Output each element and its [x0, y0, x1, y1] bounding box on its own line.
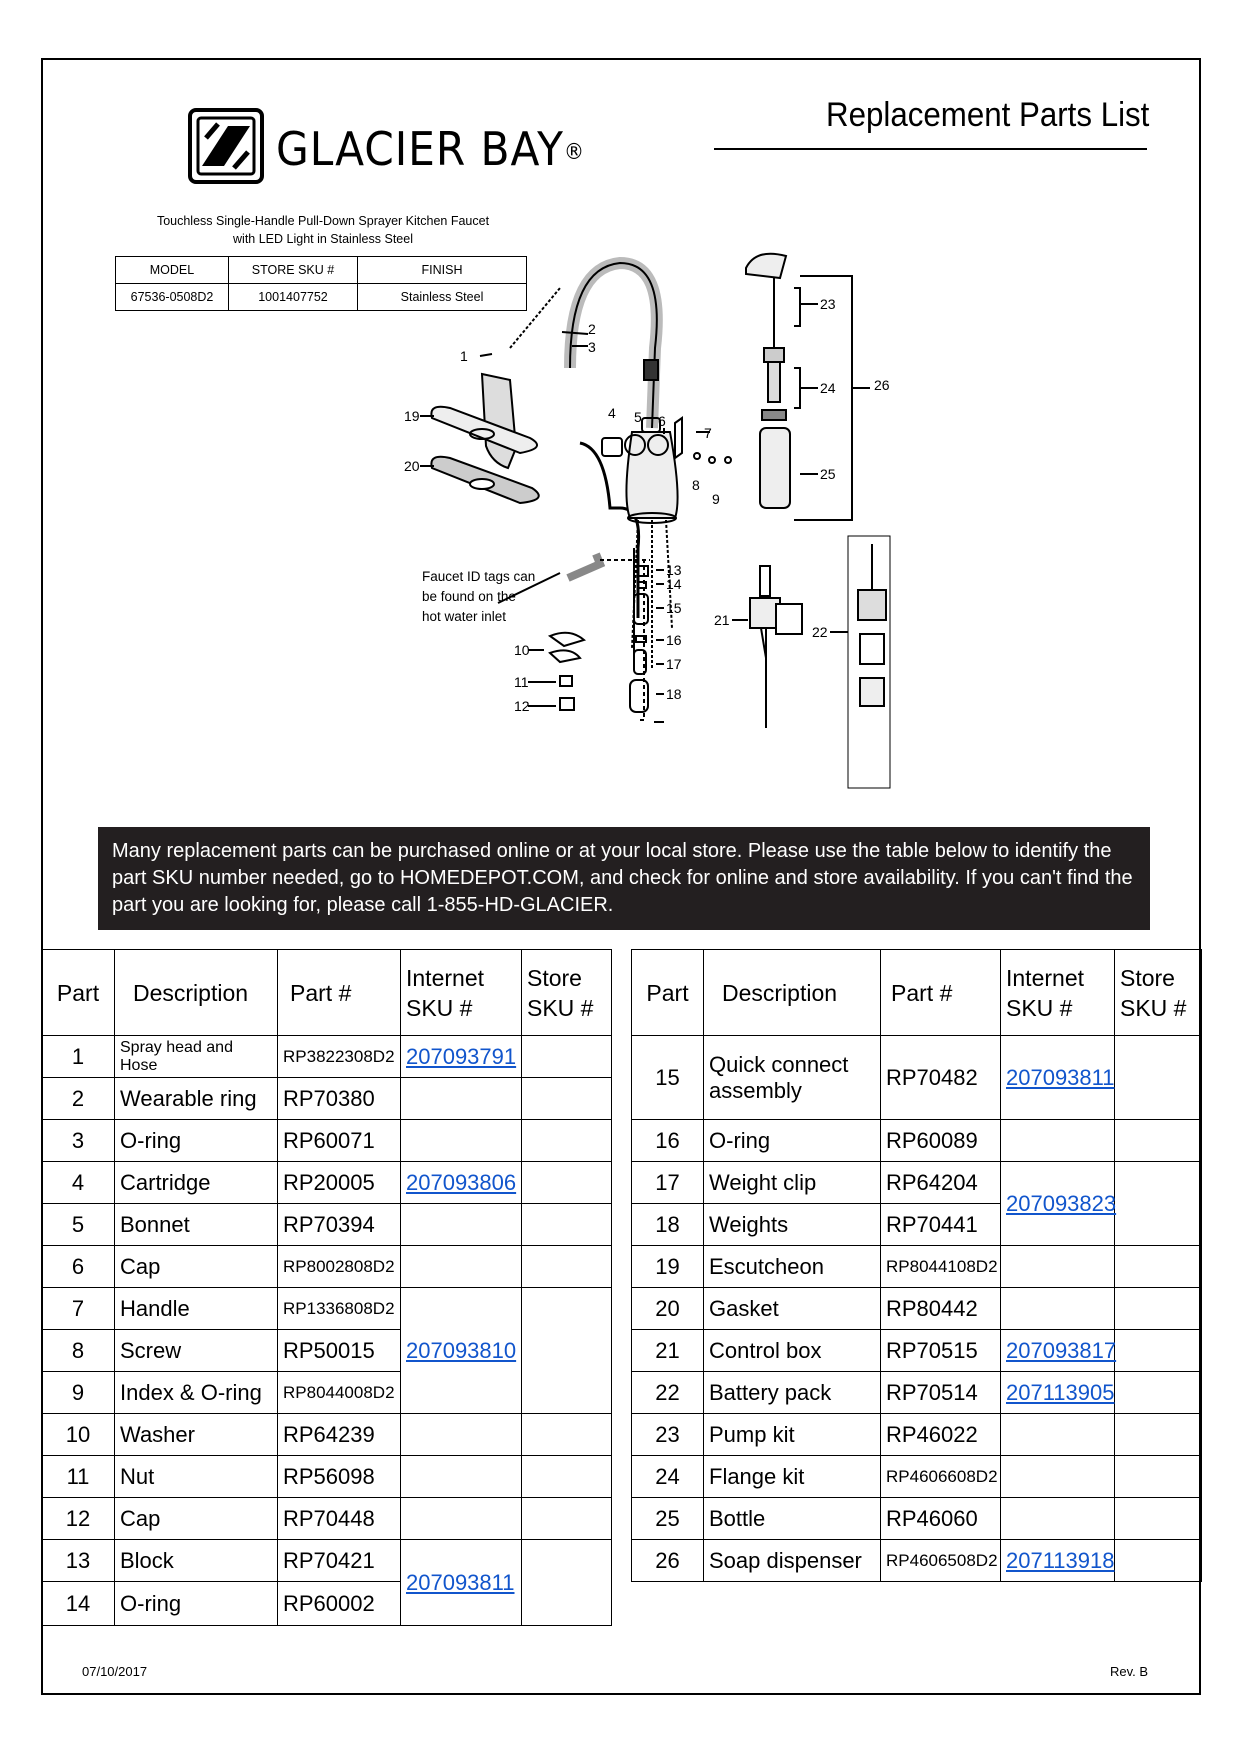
model-header: MODEL — [116, 257, 229, 284]
product-description: Touchless Single-Handle Pull-Down Sprayer Kitchen Faucet with LED Light in Stainless Steel — [156, 214, 490, 246]
brand-name: GLACIER BAY® — [276, 122, 586, 176]
glacier-bay-logo-icon — [188, 108, 264, 184]
internet-sku-link[interactable]: 207093811 — [1001, 1036, 1115, 1120]
callout-8: 8 — [692, 477, 700, 493]
table-row: 20 Gasket RP80442 — [632, 1288, 1202, 1330]
callout-24: 24 — [820, 380, 836, 396]
table-header-row — [632, 950, 1202, 1036]
header-store-sku: Store SKU # — [1115, 950, 1202, 1036]
finish-header: FINISH — [358, 257, 527, 284]
table-row: 11 Nut RP56098 — [42, 1456, 612, 1498]
store-sku-cell — [522, 1036, 612, 1078]
table-row: 17 Weight clip RP64204 207093823 — [632, 1162, 1202, 1204]
callout-13: 13 — [666, 562, 682, 578]
svg-text:Faucet ID tags can: Faucet ID tags can — [422, 569, 536, 584]
table-row: 12 Cap RP70448 — [42, 1498, 612, 1540]
table-row: 4 Cartridge RP20005 207093806 — [42, 1162, 612, 1204]
table-row: 24 Flange kit RP4606608D2 — [632, 1456, 1202, 1498]
table-row: 7 Handle RP1336808D2 207093810 — [42, 1288, 612, 1330]
svg-text:be found on the: be found on the — [422, 589, 516, 604]
callout-3: 3 — [588, 339, 596, 355]
footer-revision: Rev. B — [1110, 1664, 1149, 1679]
internet-sku-link[interactable]: 207113918 — [1001, 1540, 1115, 1582]
table-row: 14 O-ring RP60002 — [42, 1582, 612, 1626]
callout-22: 22 — [812, 624, 828, 640]
table-row: 5 Bonnet RP70394 — [42, 1204, 612, 1246]
callout-15: 15 — [666, 600, 682, 616]
table-row: 19 Escutcheon RP8044108D2 — [632, 1246, 1202, 1288]
table-row: 21 Control box RP70515 207093817 — [632, 1330, 1202, 1372]
header-partno: Part # — [278, 950, 401, 1036]
header-internet-sku: Internet SKU # — [401, 950, 522, 1036]
header-part: Part — [42, 950, 115, 1036]
table-row: 3 O-ring RP60071 — [42, 1120, 612, 1162]
exploded-parts-diagram — [404, 248, 1080, 808]
table-row: 1 Spray head and Hose RP3822308D2 207093791 — [42, 1036, 612, 1078]
model-value: 67536-0508D2 — [116, 284, 229, 311]
callout-20: 20 — [404, 458, 420, 474]
callout-19: 19 — [404, 408, 420, 424]
header-store-sku: Store SKU # — [522, 950, 612, 1036]
header-part: Part — [632, 950, 704, 1036]
callout-23: 23 — [820, 296, 836, 312]
parts-table-right — [631, 949, 1202, 1582]
table-row: 18 Weights RP70441 — [632, 1204, 1202, 1246]
svg-text:hot water inlet: hot water inlet — [422, 609, 507, 624]
table-row: 10 Washer RP64239 — [42, 1414, 612, 1456]
table-row: 9 Index & O-ring RP8044008D2 — [42, 1372, 612, 1414]
table-row: 8 Screw RP50015 — [42, 1330, 612, 1372]
store-sku-header: STORE SKU # — [229, 257, 358, 284]
table-row: 6 Cap RP8002808D2 — [42, 1246, 612, 1288]
callout-17: 17 — [666, 656, 682, 672]
page-title: Replacement Parts List — [826, 96, 1150, 134]
callout-1: 1 — [460, 348, 468, 364]
callout-16: 16 — [666, 632, 682, 648]
callout-21: 21 — [714, 612, 730, 628]
internet-sku-link[interactable]: 207093823 — [1001, 1162, 1115, 1246]
header-partno: Part # — [881, 950, 1001, 1036]
table-row: 2 Wearable ring RP70380 — [42, 1078, 612, 1120]
faucet-id-note — [422, 569, 535, 624]
parts-table-left — [41, 949, 612, 1626]
callout-10: 10 — [514, 642, 530, 658]
table-row: 13 Block RP70421 207093811 — [42, 1540, 612, 1582]
header-internet-sku: Internet SKU # — [1001, 950, 1115, 1036]
callout-7: 7 — [704, 425, 712, 441]
table-row: 15 Quick connect assembly RP70482 207093811 — [632, 1036, 1202, 1120]
callout-5: 5 — [634, 409, 642, 425]
callout-18: 18 — [666, 686, 682, 702]
table-row: 16 O-ring RP60089 — [632, 1120, 1202, 1162]
callout-11: 11 — [514, 674, 529, 690]
internet-sku-link[interactable]: 207093806 — [401, 1162, 522, 1204]
brand-logo — [188, 108, 648, 184]
callout-14: 14 — [666, 576, 682, 592]
finish-value: Stainless Steel — [358, 284, 527, 311]
header-description: Description — [115, 950, 278, 1036]
callout-4: 4 — [608, 405, 616, 421]
callout-25: 25 — [820, 466, 836, 482]
store-sku-value: 1001407752 — [229, 284, 358, 311]
table-row: 22 Battery pack RP70514 207113905 — [632, 1372, 1202, 1414]
table-row: 23 Pump kit RP46022 — [632, 1414, 1202, 1456]
callout-26: 26 — [874, 377, 890, 393]
internet-sku-link[interactable]: 207093811 — [401, 1540, 522, 1626]
table-header-row — [42, 950, 612, 1036]
internet-sku-link[interactable]: 207093791 — [401, 1036, 522, 1078]
callout-2: 2 — [588, 321, 596, 337]
callout-6: 6 — [658, 413, 666, 429]
internet-sku-link[interactable]: 207093817 — [1001, 1330, 1115, 1372]
table-row: 26 Soap dispenser RP4606508D2 207113918 — [632, 1540, 1202, 1582]
table-row: 25 Bottle RP46060 — [632, 1498, 1202, 1540]
header-description: Description — [704, 950, 881, 1036]
callout-9: 9 — [712, 491, 720, 507]
internet-sku-link[interactable]: 207093810 — [401, 1288, 522, 1414]
internet-sku-link[interactable]: 207113905 — [1001, 1372, 1115, 1414]
footer-date: 07/10/2017 — [82, 1664, 148, 1679]
notice-banner: Many replacement parts can be purchased online or at your local store. Please use the table below to identify the part SKU number needed, go to HOMEDEPOT.COM, and check for online and store availability. If you can't find the part you are looking for, please call 1-855-HD-GLACIER. — [98, 827, 1150, 930]
callout-12: 12 — [514, 698, 530, 714]
title-rule — [714, 148, 1147, 150]
